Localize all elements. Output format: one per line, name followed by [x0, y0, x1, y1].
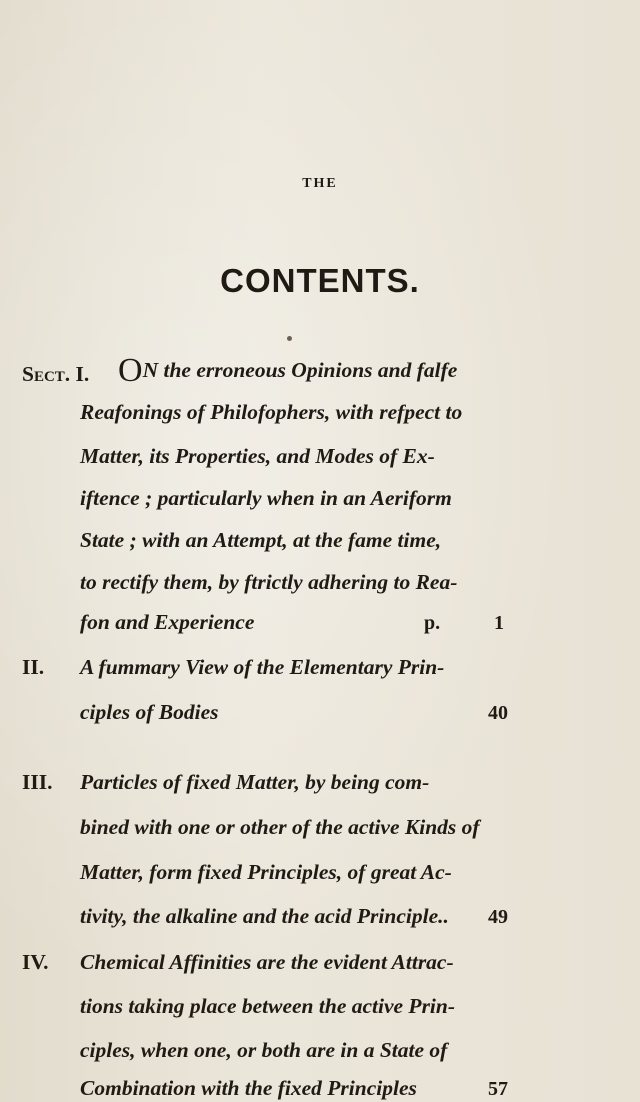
section-1-label: Sect. I. [22, 362, 90, 386]
section-3-page: 49 [488, 906, 508, 928]
section-2-page: 40 [488, 702, 508, 724]
ornament-dot [287, 336, 292, 341]
section-1-line-1 [118, 352, 457, 390]
section-4-line-2: tions taking place between the active Prin- [80, 994, 456, 1018]
section-2-label: II. [22, 655, 45, 679]
section-1-line-1-text: the erroneous Opinions and falfe [163, 358, 458, 382]
section-3-line-4: tivity, the alkaline and the acid Principle.. [80, 904, 449, 928]
drop-cap: O [118, 352, 143, 389]
section-3-line-3: Matter, form fixed Principles, of great Ac- [80, 860, 452, 884]
section-4-line-3: ciples, when one, or both are in a State of [80, 1038, 448, 1062]
page-prefix: p. [424, 612, 441, 634]
section-1-line-7: fon and Experience [80, 610, 255, 634]
section-1-page: 1 [494, 612, 504, 634]
section-3-label: III. [22, 770, 53, 794]
page-kicker: THE [302, 176, 338, 191]
page-title: CONTENTS. [220, 262, 420, 299]
section-4-page: 57 [488, 1078, 508, 1100]
section-4-line-4: Combination with the fixed Principles [80, 1076, 417, 1100]
section-2-line-1: A fummary View of the Elementary Prin- [80, 655, 445, 679]
section-1-line-2: Reafonings of Philofophers, with refpect to [80, 400, 463, 424]
section-1-line-5: State ; with an Attempt, at the fame time, [80, 528, 442, 552]
section-3-line-2: bined with one or other of the active Kinds of [80, 815, 480, 839]
section-1-line-6: to rectify them, by ftrictly adhering to Rea- [80, 570, 458, 594]
section-1-line-3: Matter, its Properties, and Modes of Ex- [80, 444, 435, 468]
section-1-line-4: iftence ; particularly when in an Aeriform [80, 486, 452, 510]
drop-cap-rest: N [142, 358, 159, 382]
section-2-line-2: ciples of Bodies [80, 700, 219, 724]
section-4-label: IV. [22, 950, 49, 974]
section-4-line-1: Chemical Affinities are the evident Attrac- [80, 950, 454, 974]
section-3-line-1: Particles of fixed Matter, by being com- [80, 770, 430, 794]
